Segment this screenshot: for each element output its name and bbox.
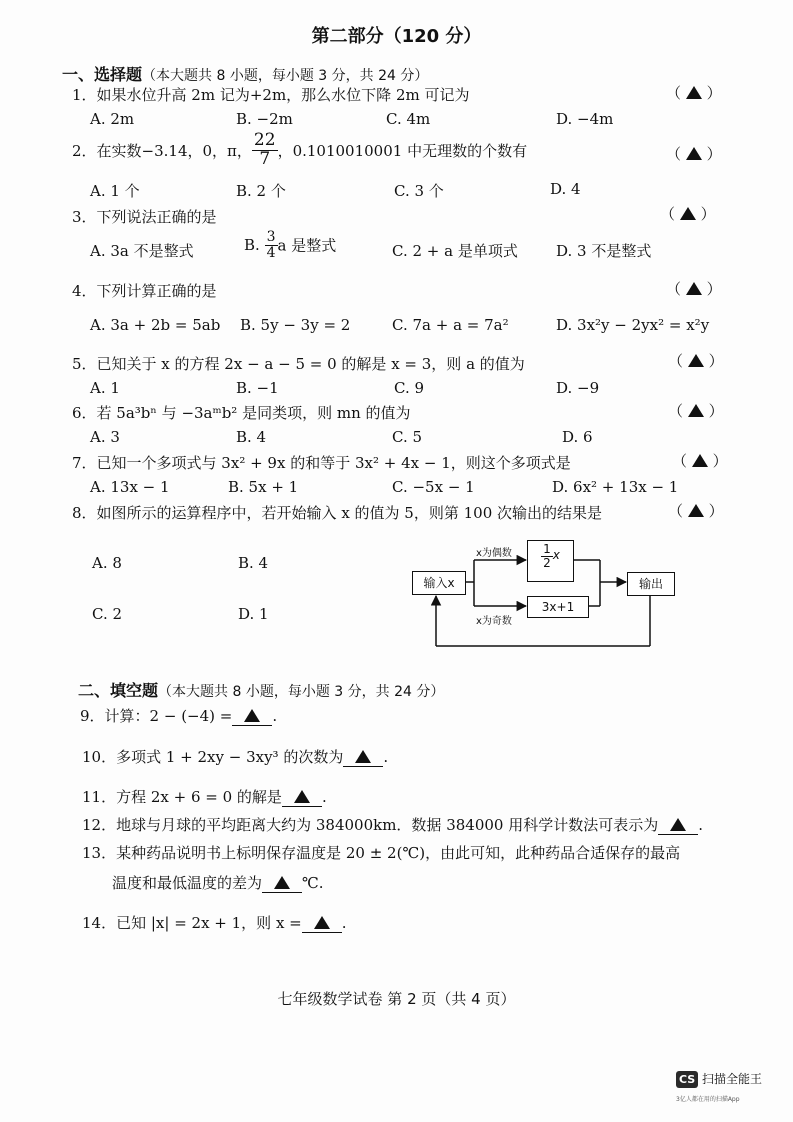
q3-option-b (244, 230, 336, 260)
flow-even-var: x (552, 548, 560, 563)
page-footer: 七年级数学试卷 第 2 页（共 4 页） (277, 990, 516, 1008)
section-note: （本大题共 8 小题，每小题 3 分，共 24 分） (142, 68, 429, 84)
q4-option-d: D. 3x²y − 2yx² = x²y (556, 316, 710, 334)
q6-option-a: A. 3 (90, 428, 120, 446)
paren-right: ） (708, 402, 724, 420)
q1-option-b: B. −2m (236, 110, 293, 128)
q3-option-d: D. 3 不是整式 (556, 242, 652, 260)
q9-text: 9．计算：2 − (−4) = (80, 707, 233, 725)
q8-option-a: A. 8 (92, 554, 122, 572)
fraction-numerator: 3 (266, 229, 276, 245)
answer-blank (658, 816, 698, 835)
answer-paren-6 (668, 400, 724, 421)
fraction-denominator: 4 (266, 244, 276, 261)
paren-left: （ (668, 352, 684, 370)
question-14 (82, 912, 347, 933)
answer-paren-4 (666, 278, 722, 299)
question-4: 4．下列计算正确的是 (72, 282, 217, 300)
paren-left: （ (660, 205, 676, 223)
section-note: （本大题共 8 小题，每小题 3 分，共 24 分） (158, 684, 445, 700)
paren-right: ） (712, 452, 728, 470)
paren-left: （ (666, 84, 682, 102)
q2-option-a: A. 1 个 (90, 182, 140, 200)
question-10 (82, 746, 388, 767)
q2-option-d: D. 4 (550, 180, 581, 198)
paren-left: （ (666, 145, 682, 163)
paren-left: （ (668, 402, 684, 420)
q2-text-post: ，0.1010010001 中无理数的个数有 (277, 141, 528, 160)
triangle-icon (686, 282, 702, 295)
q3-option-a: A. 3a 不是整式 (90, 242, 194, 260)
answer-blank (302, 914, 342, 933)
triangle-icon (688, 404, 704, 417)
q11-text: 11．方程 2x + 6 = 0 的解是 (82, 788, 282, 806)
triangle-icon (686, 86, 702, 99)
paren-right: ） (708, 352, 724, 370)
flow-input-box: 输入x (412, 571, 466, 595)
q1-option-d: D. −4m (556, 110, 614, 128)
question-9 (80, 705, 277, 726)
q5-option-c: C. 9 (394, 379, 425, 397)
question-6: 6．若 5a³bⁿ 与 −3aᵐb² 是同类项，则 mn 的值为 (72, 404, 411, 422)
question-8: 8．如图所示的运算程序中，若开始输入 x 的值为 5，则第 100 次输出的结果是 (72, 504, 603, 522)
q10-text: 10．多项式 1 + 2xy − 3xy³ 的次数为 (82, 748, 344, 766)
q13-text: 温度和最低温度的差为 (112, 874, 263, 892)
q1-option-c: C. 4m (386, 110, 431, 128)
flowchart (400, 530, 700, 660)
q1-option-a: A. 2m (90, 110, 135, 128)
flow-odd-label: x为奇数 (476, 616, 512, 627)
question-7: 7．已知一个多项式与 3x² + 9x 的和等于 3x² + 4x − 1，则这个多项式是 (72, 454, 571, 472)
fraction-numerator: 1 (543, 542, 551, 556)
answer-blank (232, 707, 272, 726)
paren-right: ） (706, 145, 722, 163)
q8-option-c: C. 2 (92, 605, 123, 623)
q10-post: . (383, 748, 389, 766)
q4-option-b: B. 5y − 3y = 2 (240, 316, 351, 334)
question-13-cont (112, 872, 324, 893)
q3-b-text: a 是整式 (277, 236, 337, 255)
triangle-icon (294, 790, 310, 803)
triangle-icon (692, 454, 708, 467)
q13-post: ℃. (302, 874, 324, 892)
answer-paren-1 (666, 82, 722, 103)
fraction-numerator: 22 (253, 130, 276, 150)
paren-right: ） (700, 205, 716, 223)
question-5: 5．已知关于 x 的方程 2x − a − 5 = 0 的解是 x = 3，则 a 的值为 (72, 355, 525, 373)
q7-option-c: C. −5x − 1 (392, 478, 475, 496)
paren-left: （ (668, 502, 684, 520)
triangle-icon (244, 709, 260, 722)
question-12 (82, 814, 703, 835)
q8-option-d: D. 1 (238, 605, 269, 623)
q6-option-d: D. 6 (562, 428, 593, 446)
triangle-icon (686, 147, 702, 160)
flow-even-label: x为偶数 (476, 548, 512, 559)
q3-option-c: C. 2 + a 是单项式 (392, 242, 518, 260)
q2-option-b: B. 2 个 (236, 182, 286, 200)
section-heading (78, 678, 444, 701)
q7-option-a: A. 13x − 1 (90, 478, 170, 496)
triangle-icon (688, 504, 704, 517)
paren-left: （ (672, 452, 688, 470)
q5-option-d: D. −9 (556, 379, 600, 397)
q14-post: . (341, 914, 347, 932)
q8-option-b: B. 4 (238, 554, 269, 572)
answer-paren-3 (660, 203, 716, 224)
q5-option-a: A. 1 (90, 379, 120, 397)
paren-right: ） (706, 280, 722, 298)
section-title: 二、填空题 (78, 681, 159, 700)
fraction (252, 132, 278, 169)
paren-right: ） (708, 502, 724, 520)
paren-left: （ (666, 280, 682, 298)
q12-text: 12．地球与月球的平均距离大约为 384000km．数据 384000 用科学计数法可表示为 (82, 816, 659, 834)
q12-post: . (698, 816, 704, 834)
q2-text-pre: 2．在实数−3.14，0，π， (72, 141, 252, 160)
triangle-icon (680, 207, 696, 220)
paren-right: ） (706, 84, 722, 102)
triangle-icon (670, 818, 686, 831)
answer-paren-5 (668, 350, 724, 371)
fraction-denominator: 7 (259, 148, 271, 169)
section-heading (62, 62, 428, 85)
q11-post: . (321, 788, 327, 806)
question-2 (72, 132, 527, 169)
q4-option-a: A. 3a + 2b = 5ab (90, 316, 221, 334)
fraction-denominator: 2 (543, 555, 551, 570)
scanner-logo (676, 1070, 762, 1088)
answer-blank (343, 748, 383, 767)
q3-b-label: B. (244, 236, 260, 255)
flow-output-box: 输出 (627, 572, 675, 596)
logo-tagline: 3亿人都在用的扫描App (676, 1096, 740, 1103)
section-title: 一、选择题 (62, 65, 143, 84)
logo-name: 扫描全能王 (702, 1072, 763, 1086)
flow-odd-box: 3x+1 (527, 596, 589, 618)
q5-option-b: B. −1 (236, 379, 279, 397)
q7-option-d: D. 6x² + 13x − 1 (552, 478, 679, 496)
triangle-icon (274, 876, 290, 889)
q2-option-c: C. 3 个 (394, 182, 444, 200)
answer-paren-2 (666, 143, 722, 164)
fraction (541, 543, 553, 569)
cs-logo-icon: CS (676, 1071, 698, 1088)
page-title: 第二部分（120 分） (311, 26, 482, 47)
fraction (265, 230, 278, 260)
answer-paren-8 (668, 500, 724, 521)
q9-post: . (272, 707, 278, 725)
answer-blank (262, 874, 302, 893)
triangle-icon (314, 916, 330, 929)
question-3: 3．下列说法正确的是 (72, 208, 217, 226)
triangle-icon (355, 750, 371, 763)
question-11 (82, 786, 327, 807)
answer-blank (282, 788, 322, 807)
q7-option-b: B. 5x + 1 (228, 478, 299, 496)
flow-even-box (527, 540, 574, 582)
answer-paren-7 (672, 450, 728, 471)
triangle-icon (688, 354, 704, 367)
q6-option-c: C. 5 (392, 428, 423, 446)
q6-option-b: B. 4 (236, 428, 267, 446)
question-1: 1．如果水位升高 2m 记为+2m，那么水位下降 2m 可记为 (72, 86, 470, 104)
q4-option-c: C. 7a + a = 7a² (392, 316, 509, 334)
q14-text: 14．已知 |x| = 2x + 1，则 x = (82, 914, 302, 932)
question-13: 13．某种药品说明书上标明保存温度是 20 ± 2(℃)，由此可知，此种药品合适保存的最高 (82, 844, 681, 862)
